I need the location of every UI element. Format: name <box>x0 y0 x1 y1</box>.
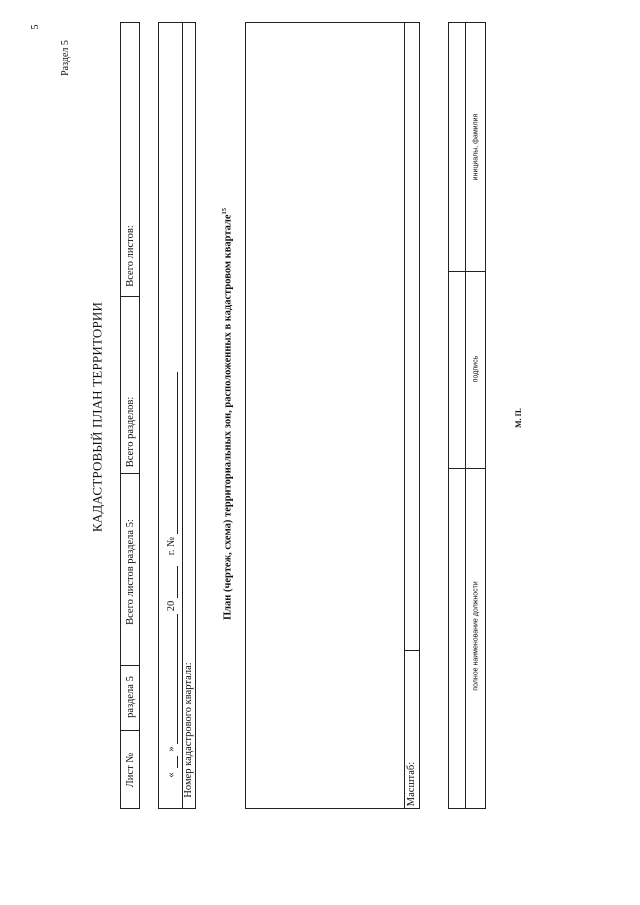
header-divider <box>120 730 140 731</box>
date-year-blank <box>177 566 178 598</box>
scale-label: Масштаб: <box>405 761 417 807</box>
registration-number-blank <box>177 372 178 534</box>
scale-cell-divider <box>404 650 420 651</box>
page-number: 5 <box>30 24 41 30</box>
block-number-label: Номер кадастрового квартала: <box>182 662 194 798</box>
signature-column-divider <box>448 271 486 272</box>
name-caption: инициалы, фамилия <box>472 113 480 181</box>
total-sections-label: Всего разделов: <box>124 396 136 468</box>
year-prefix: 20 <box>165 600 177 612</box>
scale-row-divider <box>404 22 405 809</box>
signature-caption: подпись <box>472 355 480 383</box>
date-close-quote: » <box>165 746 177 752</box>
signature-table <box>448 22 486 809</box>
sheet-number-label: Лист № <box>124 752 136 788</box>
date-open-quote: « <box>165 772 177 778</box>
section-label: Раздел 5 <box>60 40 71 76</box>
plan-heading-footnote: 15 <box>221 207 228 215</box>
sheets-in-section-label: Всего листов раздела 5: <box>124 519 136 625</box>
date-month-blank <box>177 614 178 744</box>
year-suffix: г. № <box>165 536 177 556</box>
signature-caption-divider <box>465 22 466 809</box>
section-number-label: раздела 5 <box>124 676 136 718</box>
header-divider <box>120 665 140 666</box>
position-caption: полное наименование должности <box>472 581 480 691</box>
header-divider <box>120 296 140 297</box>
plan-heading-text: План (чертеж, схема) территориальных зон, расположенных в кадастровом квартале <box>222 214 234 621</box>
plan-heading <box>222 208 234 620</box>
document-title: КАДАСТРОВЫЙ ПЛАН ТЕРРИТОРИИ <box>89 301 105 533</box>
total-sheets-label: Всего листов: <box>124 225 136 287</box>
header-divider <box>120 473 140 474</box>
signature-column-divider <box>448 468 486 469</box>
plan-drawing-area <box>245 22 420 809</box>
stamp-place-label: М. П. <box>514 408 523 428</box>
date-day-blank <box>177 756 178 768</box>
